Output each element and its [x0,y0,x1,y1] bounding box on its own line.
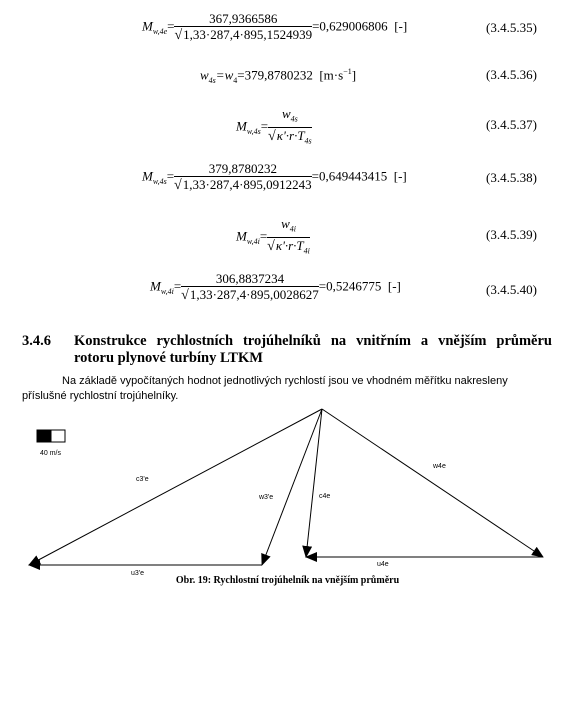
eq-result: =0,5246775 [318,278,382,294]
eq-numerator: 367,9366586 [174,12,312,27]
eq-lhs-sub: w,4e [152,27,168,37]
eq-lhs-sub: w,4s [152,177,167,187]
equation-number: (3.4.5.37) [486,117,537,132]
eq-result: =0,629006806 [312,18,388,34]
eq-num-var: w [281,106,291,121]
eq-unit: [m·s [319,67,344,83]
eq-num-sub: 4i [289,224,296,234]
eq-unit-end: ] [351,67,357,83]
label-w3e: w3'e [259,494,274,501]
eq-radicand [275,237,310,256]
figure-caption: Obr. 19: Rychlostní trojúhelník na vnějším průměru [175,575,400,586]
eq-fraction [174,162,312,193]
eq-fraction [181,272,319,303]
eq-unit: [-] [394,18,408,34]
eq-denominator: $√\kappa'\cdot r\cdot T_{4s}$ [268,127,312,146]
eq-lhs: M [150,278,161,294]
eq-lhs-sub: w,4i [160,287,174,297]
eq-unit: [-] [393,168,407,184]
eq-den-var: κ'·r·T [276,127,305,143]
eq-fraction [267,217,310,258]
eq-den-sub: 4s [304,136,312,146]
eq-fraction [268,107,312,148]
eq-fraction [174,12,312,43]
eq-num-var: w [281,216,290,231]
eq-unit: [-] [387,278,401,294]
eq-numerator: 306,8837234 [181,272,319,287]
eq-den-var: κ'·r·T [275,237,304,253]
scale-label: 40 m/s [40,450,62,457]
eq-radicand: 1,33·287,4·895,0912243 [182,177,312,192]
eq-numerator [267,217,310,238]
eq-result: =379,8780232 [237,67,313,83]
paragraph-line2: příslušné rychlostní trojúhelníky. [22,390,179,402]
eq-radicand: 1,33·287,4·895,0028627 [189,287,319,302]
eq-denominator: $√\kappa'\cdot r\cdot T_{4i}$ [267,237,310,256]
scale-bar-black [37,430,51,442]
eq-num-sub: 4s [290,114,298,124]
equation-number: (3.4.5.36) [486,67,537,82]
eq-lhs-sub: w,4i [246,237,260,247]
vector-c3e [29,409,322,565]
equation-number: (3.4.5.35) [486,20,537,35]
eq-numerator [268,107,312,128]
eq-lhs: M [236,118,247,134]
equation-number: (3.4.5.40) [486,282,537,297]
section-title-line1: Konstrukce rychlostních trojúhelníků na vnitřním a vnějším průměru [74,333,552,349]
eq-lhs: M [142,168,153,184]
vector-c4e [306,409,322,557]
eq-denominator: √1,33·287,4·895,1524939 [174,27,313,43]
label-c4e: c4e [319,493,331,500]
eq-den-sub: 4i [303,246,310,256]
velocity-triangle-figure [0,400,575,575]
vector-w3e [262,409,322,565]
section-title-line2: rotoru plynové turbíny LTKM [74,350,263,366]
eq-unit-exp: −1 [343,67,352,76]
eq-lhs: M [142,18,153,34]
equation-number: (3.4.5.38) [486,170,537,185]
eq-denominator: √1,33·287,4·895,0912243 [174,177,312,193]
label-u4e: u4e [377,561,389,568]
eq-mid-sub: 4 [233,75,238,85]
label-w4e: w4e [433,463,446,470]
label-u3e: u3'e [131,570,145,575]
eq-lhs: w [200,67,209,83]
eq-radicand: 1,33·287,4·895,1524939 [183,27,313,42]
equation-number: (3.4.5.39) [486,227,537,242]
eq-lhs: M [236,228,247,244]
eq-denominator: √1,33·287,4·895,0028627 [181,287,319,303]
eq-radicand [276,127,312,146]
section-number: 3.4.6 [22,333,51,349]
scale-bar-white [51,430,65,442]
eq-lhs-sub: w,4s [246,127,261,137]
eq-result: =0,649443415 [311,168,388,184]
vector-w4e [322,409,543,557]
label-c3e: c3'e [136,476,149,483]
eq-mid: =w [215,67,234,83]
eq-numerator: 379,8780232 [174,162,312,177]
paragraph-line1: Na základě vypočítaných hodnot jednotlivých rychlostí jsou ve vhodném měřítku nakresleny [62,375,508,387]
eq-lhs-sub: 4s [208,75,216,85]
